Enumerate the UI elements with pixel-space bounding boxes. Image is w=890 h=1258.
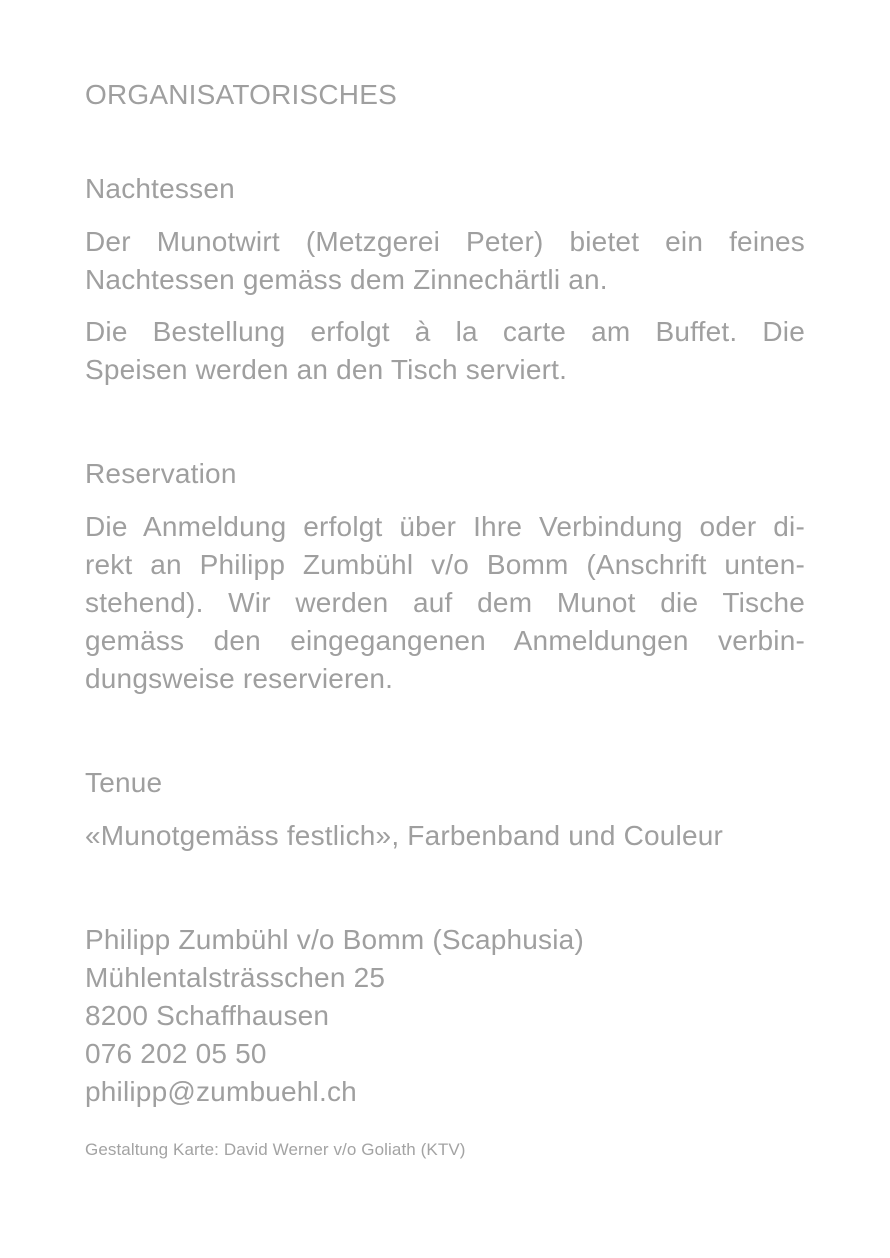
paragraph-line: Speisen werden an den Tisch serviert. xyxy=(85,354,568,385)
paragraph-line: Der Munotwirt (Metzgerei Peter) bietet ein feines xyxy=(85,226,805,257)
paragraph-line: Die Anmeldung erfolgt über Ihre Verbindung oder di- xyxy=(85,511,805,542)
section-tenue xyxy=(85,764,805,855)
paragraph xyxy=(85,223,805,299)
section-reservation xyxy=(85,455,805,698)
paragraph-line: dungsweise reservieren. xyxy=(85,663,394,694)
paragraph-line: Nachtessen gemäss dem Zinnechärtli an. xyxy=(85,264,608,295)
paragraph xyxy=(85,817,805,855)
contact-name: Philipp Zumbühl v/o Bomm (Scaphusia) xyxy=(85,924,584,955)
paragraph-line: stehend). Wir werden auf dem Munot die Tische xyxy=(85,587,805,618)
paragraph-line: Die Bestellung erfolgt à la carte am Buffet. Die xyxy=(85,316,805,347)
section-heading-tenue: Tenue xyxy=(85,767,163,798)
contact-phone: 076 202 05 50 xyxy=(85,1038,267,1069)
section-heading-nachtessen: Nachtessen xyxy=(85,173,235,204)
paragraph xyxy=(85,508,805,698)
page-title: ORGANISATORISCHES xyxy=(85,79,397,110)
paragraph-line: rekt an Philipp Zumbühl v/o Bomm (Anschrift unten- xyxy=(85,549,805,580)
contact-city: 8200 Schaffhausen xyxy=(85,1000,330,1031)
contact-street: Mühlentalsträsschen 25 xyxy=(85,962,386,993)
paragraph xyxy=(85,313,805,389)
section-heading-reservation: Reservation xyxy=(85,458,237,489)
contact-block xyxy=(85,921,805,1111)
paragraph-line: gemäss den eingegangenen Anmeldungen verbin- xyxy=(85,625,805,656)
design-credit: Gestaltung Karte: David Werner v/o Goliath (KTV) xyxy=(85,1140,466,1159)
page-content xyxy=(85,76,805,1161)
paragraph-line: «Munotgemäss festlich», Farbenband und Couleur xyxy=(85,820,724,851)
contact-email: philipp@zumbuehl.ch xyxy=(85,1076,357,1107)
section-nachtessen xyxy=(85,170,805,389)
